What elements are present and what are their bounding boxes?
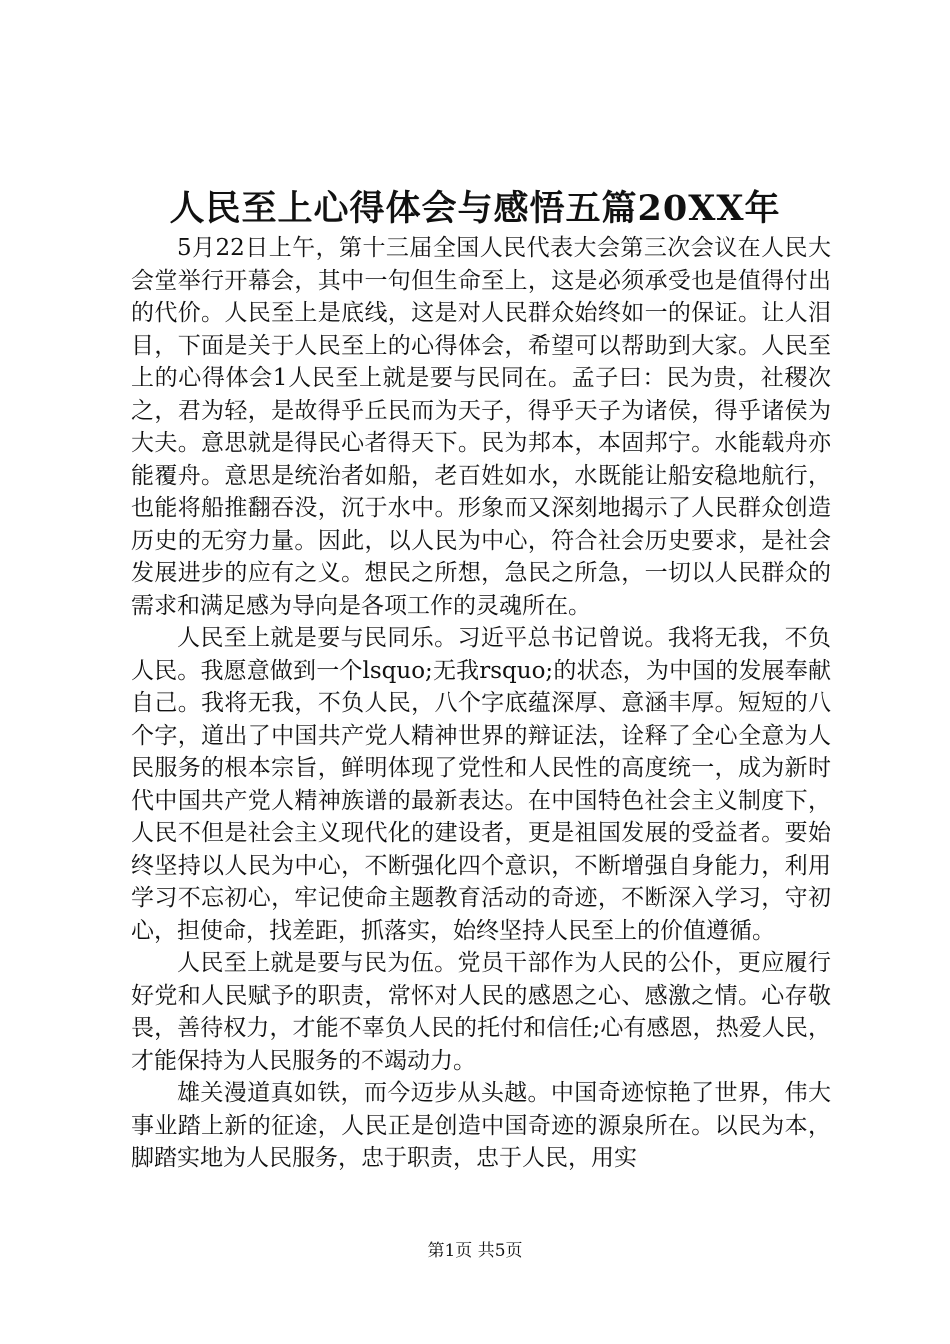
- paragraph: 5月22日上午，第十三届全国人民代表大会第三次会议在人民大会堂举行开幕会，其中一句但生命至上，这是必须承受也是值得付出的代价。人民至上是底线，这是对人民群众始终如一的保证。让人泪目，下面是关于人民至上的心得体会，希望可以帮助到大家。人民至上的心得体会1人民至上就是要与民同在。孟子曰：民为贵，社稷次之，君为轻，是故得乎丘民而为天子，得乎天子为诸侯，得乎诸侯为大夫。意思就是得民心者得天下。民为邦本，本固邦宁。水能载舟亦能覆舟。意思是统治者如船，老百姓如水，水既能让船安稳地航行，也能将船推翻吞没，沉于水中。形象而又深刻地揭示了人民群众创造历史的无穷力量。因此，以人民为中心，符合社会历史要求，是社会发展进步的应有之义。想民之所想，急民之所急，一切以人民群众的需求和满足感为导向是各项工作的灵魂所在。: [131, 235, 831, 619]
- document-title: 人民至上心得体会与感悟五篇20XX年: [169, 188, 781, 229]
- page-number-footer: 第1页 共5页: [427, 1241, 523, 1261]
- paragraph: 雄关漫道真如铁，而今迈步从头越。中国奇迹惊艳了世界，伟大事业踏上新的征途，人民正是创造中国奇迹的源泉所在。以民为本，脚踏实地为人民服务，忠于职责，忠于人民，用实: [131, 1080, 831, 1171]
- document-body: [131, 232, 831, 1175]
- paragraph: 人民至上就是要与民同乐。习近平总书记曾说。我将无我，不负人民。我愿意做到一个lsquo;无我rsquo;的状态，为中国的发展奉献自己。我将无我，不负人民，八个字底蕴深厚、意涵丰厚。短短的八个字，道出了中国共产党人精神世界的辩证法，诠释了全心全意为人民服务的根本宗旨，鲜明体现了党性和人民性的高度统一，成为新时代中国共产党人精神族谱的最新表达。在中国特色社会主义制度下，人民不但是社会主义现代化的建设者，更是祖国发展的受益者。要始终坚持以人民为中心，不断强化四个意识，不断增强自身能力，利用学习不忘初心，牢记使命主题教育活动的奇迹，不断深入学习，守初心，担使命，找差距，抓落实，始终坚持人民至上的价值遵循。: [131, 625, 831, 944]
- paragraph: 人民至上就是要与民为伍。党员干部作为人民的公仆，更应履行好党和人民赋予的职责，常怀对人民的感恩之心、感激之情。心存敬畏，善待权力，才能不辜负人民的托付和信任;心有感恩，热爱人民，才能保持为人民服务的不竭动力。: [131, 950, 831, 1074]
